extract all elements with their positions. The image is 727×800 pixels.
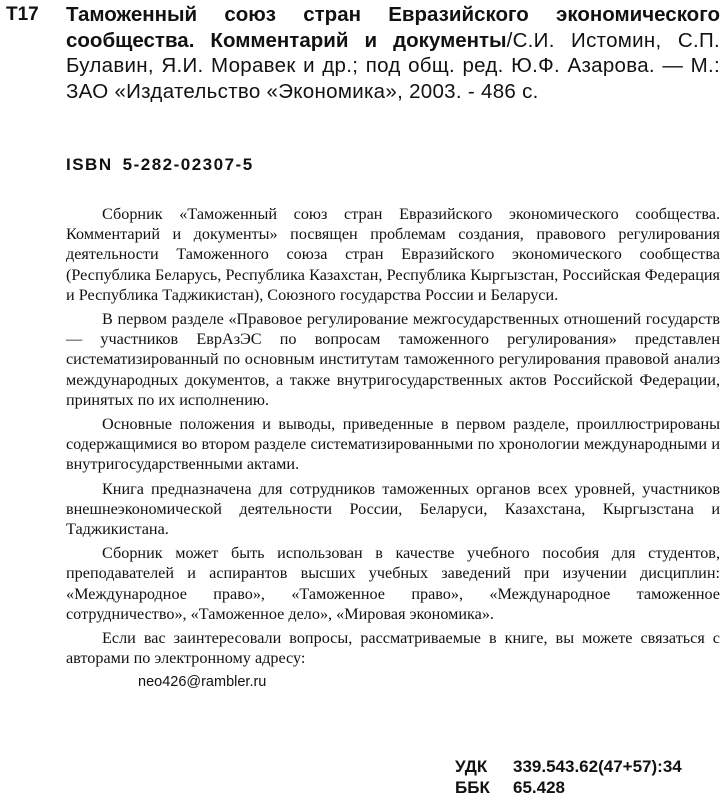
abstract-paragraph: Если вас заинтересовали вопросы, рассматриваемые в книге, вы можете связаться с авторами по электронному адресу: (66, 629, 720, 668)
classification-codes (455, 756, 682, 798)
catalog-code: Т17 (6, 4, 39, 25)
isbn-label: ISBN (66, 155, 113, 174)
udk-row (455, 756, 682, 777)
abstract-paragraph: Сборник может быть использован в качестве учебного пособия для студентов, преподавателей и аспирантов высших учебных заведений при изучении дисциплин: «Международное право», «Таможенное право», «Международное таможенное сотрудничество», «Таможенное дело», «Мировая экономика». (66, 544, 720, 623)
udk-label: УДК (455, 757, 488, 776)
isbn-value: 5-282-02307-5 (122, 155, 254, 174)
publication-details: /С.И. Истомин, С.П. Булавин, Я.И. Моравек и др.; под общ. ред. Ю.Ф. Азарова. — М.: ЗАО «Издательство «Экономика», 2003. - 486 с. (66, 28, 720, 103)
bibliographic-header (66, 2, 720, 104)
bbk-value: 65.428 (513, 778, 565, 797)
abstract (66, 204, 720, 697)
contact-email: neo426@rambler.ru (138, 674, 267, 691)
abstract-paragraph: Основные положения и выводы, приведенные в первом разделе, проиллюстрированы содержащимися во втором разделе систематизированными по хронологии международными и внутригосударственными актами. (66, 415, 720, 474)
abstract-paragraph: Сборник «Таможенный союз стран Евразийского экономического сообщества. Комментарий и документы» посвящен проблемам создания, правового регулирования деятельности Таможенного союза стран Евразийского экономического сообщества (Республика Беларусь, Республика Казахстан, Республика Кыргызстан, Российская Федерация и Республика Таджикистан), Союзного государства России и Беларуси. (66, 205, 720, 304)
bbk-label: ББК (455, 778, 490, 797)
abstract-paragraph: Книга предназначена для сотрудников таможенных органов всех уровней, участников внешнеэкономической деятельности России, Беларуси, Казахстана, Кыргызстана и Таджикистана. (66, 479, 720, 539)
isbn (66, 155, 254, 175)
bbk-row (455, 777, 682, 798)
book-title: Таможенный союз стран Евразийского экономического сообщества. Комментарий и документы (66, 3, 720, 52)
abstract-paragraph: В первом разделе «Правовое регулирование межгосударственных отношений государств — участников ЕврАзЭС по вопросам таможенного регулирования» представлен систематизированный по основным институтам таможенного регулирования правовой анализ международных документов, а также внутригосударственных актов Российской Федерации, принятых по их исполнению. (66, 310, 720, 409)
udk-value: 339.543.62(47+57):34 (513, 757, 682, 776)
